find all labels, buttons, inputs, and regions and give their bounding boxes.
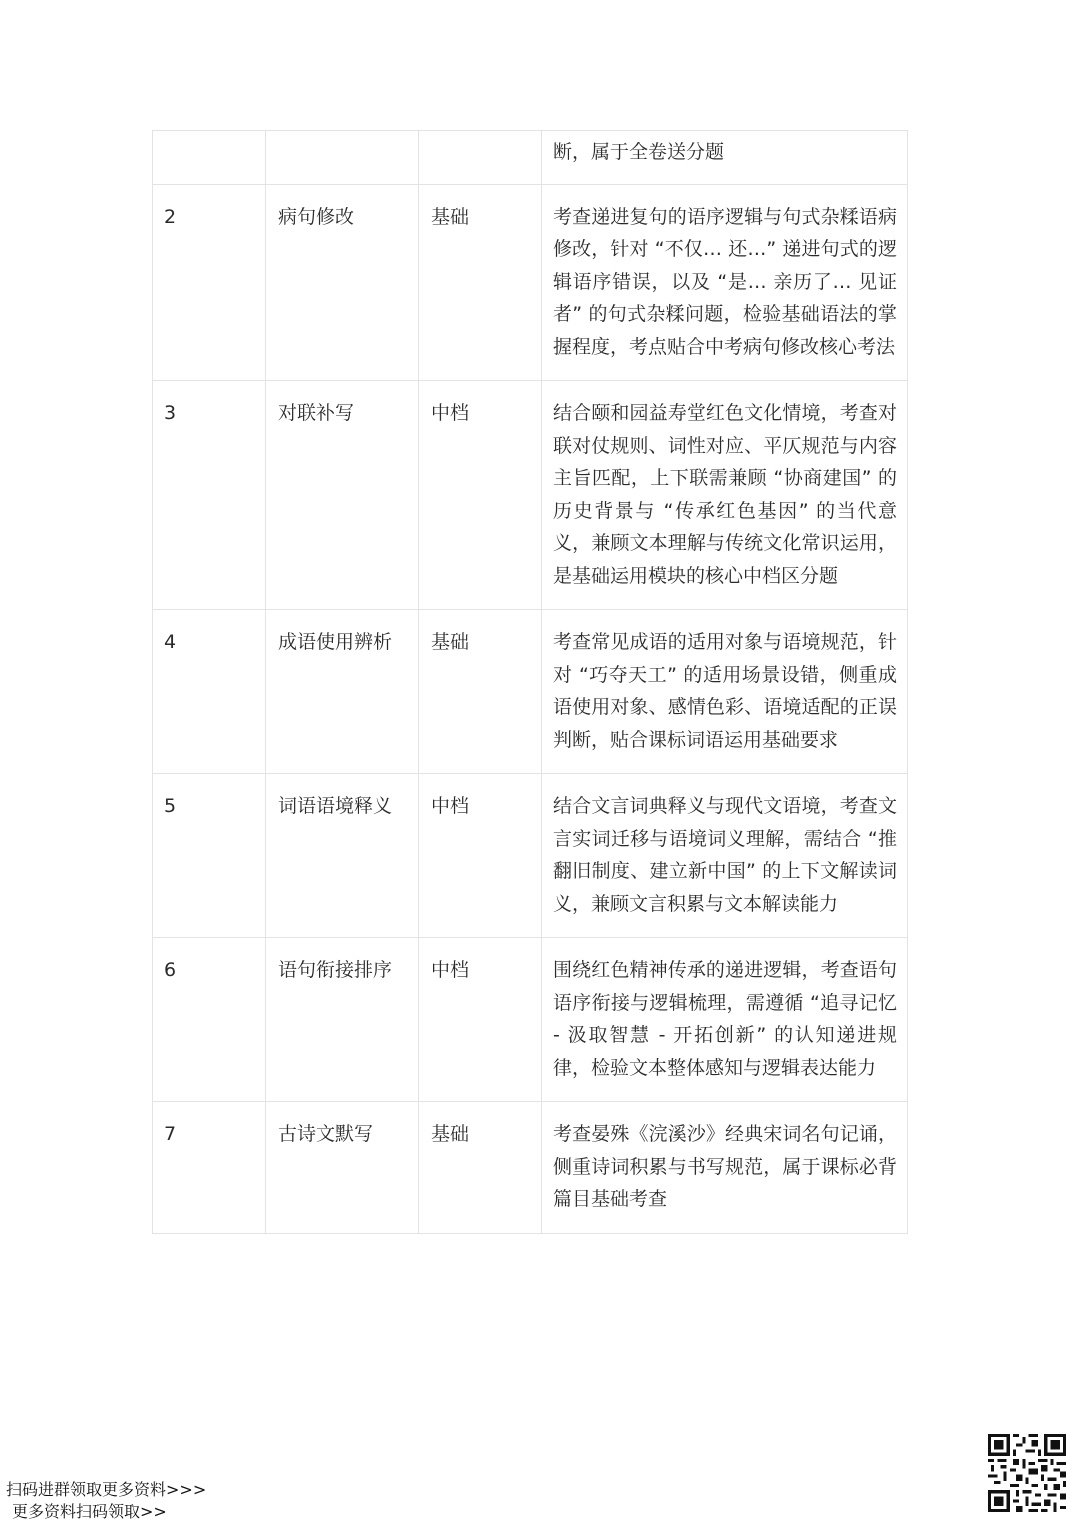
cell-difficulty: 中档 — [419, 938, 542, 1102]
cell-difficulty: 中档 — [419, 774, 542, 938]
table-row — [153, 1102, 908, 1234]
cell-difficulty: 基础 — [419, 184, 542, 381]
cell-question-type: 古诗文默写 — [266, 1102, 419, 1234]
table-row — [153, 381, 908, 610]
footer-promo-line-2: 更多资料扫码领取>> — [12, 1502, 167, 1521]
qr-code-icon[interactable] — [988, 1434, 1066, 1512]
footer-promo-line-1: 扫码进群领取更多资料>>> — [6, 1480, 207, 1499]
cell-difficulty: 基础 — [419, 1102, 542, 1234]
cell-number: 3 — [153, 381, 266, 610]
cell-number — [153, 131, 266, 185]
cell-description: 结合颐和园益寿堂红色文化情境，考查对联对仗规则、词性对应、平仄规范与内容主旨匹配，上下联需兼顾 “协商建国” 的历史背景与 “传承红色基因” 的当代意义，兼顾文本理解与传统文化常识运用，是基础运用模块的核心中档区分题 — [542, 381, 908, 610]
cell-number: 2 — [153, 184, 266, 381]
table-row — [153, 184, 908, 381]
cell-number: 7 — [153, 1102, 266, 1234]
cell-difficulty: 中档 — [419, 381, 542, 610]
table-row — [153, 610, 908, 774]
cell-question-type — [266, 131, 419, 185]
table-row-continued — [153, 131, 908, 185]
table-row — [153, 938, 908, 1102]
table-row — [153, 774, 908, 938]
cell-number: 4 — [153, 610, 266, 774]
cell-question-type: 语句衔接排序 — [266, 938, 419, 1102]
cell-number: 5 — [153, 774, 266, 938]
cell-question-type: 对联补写 — [266, 381, 419, 610]
cell-question-type: 成语使用辨析 — [266, 610, 419, 774]
cell-description: 考查常见成语的适用对象与语境规范，针对 “巧夺天工” 的适用场景设错，侧重成语使用对象、感情色彩、语境适配的正误判断，贴合课标词语运用基础要求 — [542, 610, 908, 774]
cell-description: 结合文言词典释义与现代文语境，考查文言实词迁移与语境词义理解，需结合 “推翻旧制度、建立新中国” 的上下文解读词义，兼顾文言积累与文本解读能力 — [542, 774, 908, 938]
cell-description: 考查晏殊《浣溪沙》经典宋词名句记诵，侧重诗词积累与书写规范，属于课标必背篇目基础考查 — [542, 1102, 908, 1234]
cell-description: 断，属于全卷送分题 — [542, 131, 908, 185]
cell-description: 围绕红色精神传承的递进逻辑，考查语句语序衔接与逻辑梳理，需遵循 “追寻记忆 - 汲取智慧 - 开拓创新” 的认知递进规律，检验文本整体感知与逻辑表达能力 — [542, 938, 908, 1102]
cell-difficulty — [419, 131, 542, 185]
cell-number: 6 — [153, 938, 266, 1102]
exam-analysis-table — [152, 130, 908, 1234]
cell-description: 考查递进复句的语序逻辑与句式杂糅语病修改，针对 “不仅… 还…” 递进句式的逻辑语序错误，以及 “是… 亲历了… 见证者” 的句式杂糅问题，检验基础语法的掌握程度，考点贴合中考病句修改核心考法 — [542, 184, 908, 381]
cell-difficulty: 基础 — [419, 610, 542, 774]
cell-question-type: 病句修改 — [266, 184, 419, 381]
cell-question-type: 词语语境释义 — [266, 774, 419, 938]
